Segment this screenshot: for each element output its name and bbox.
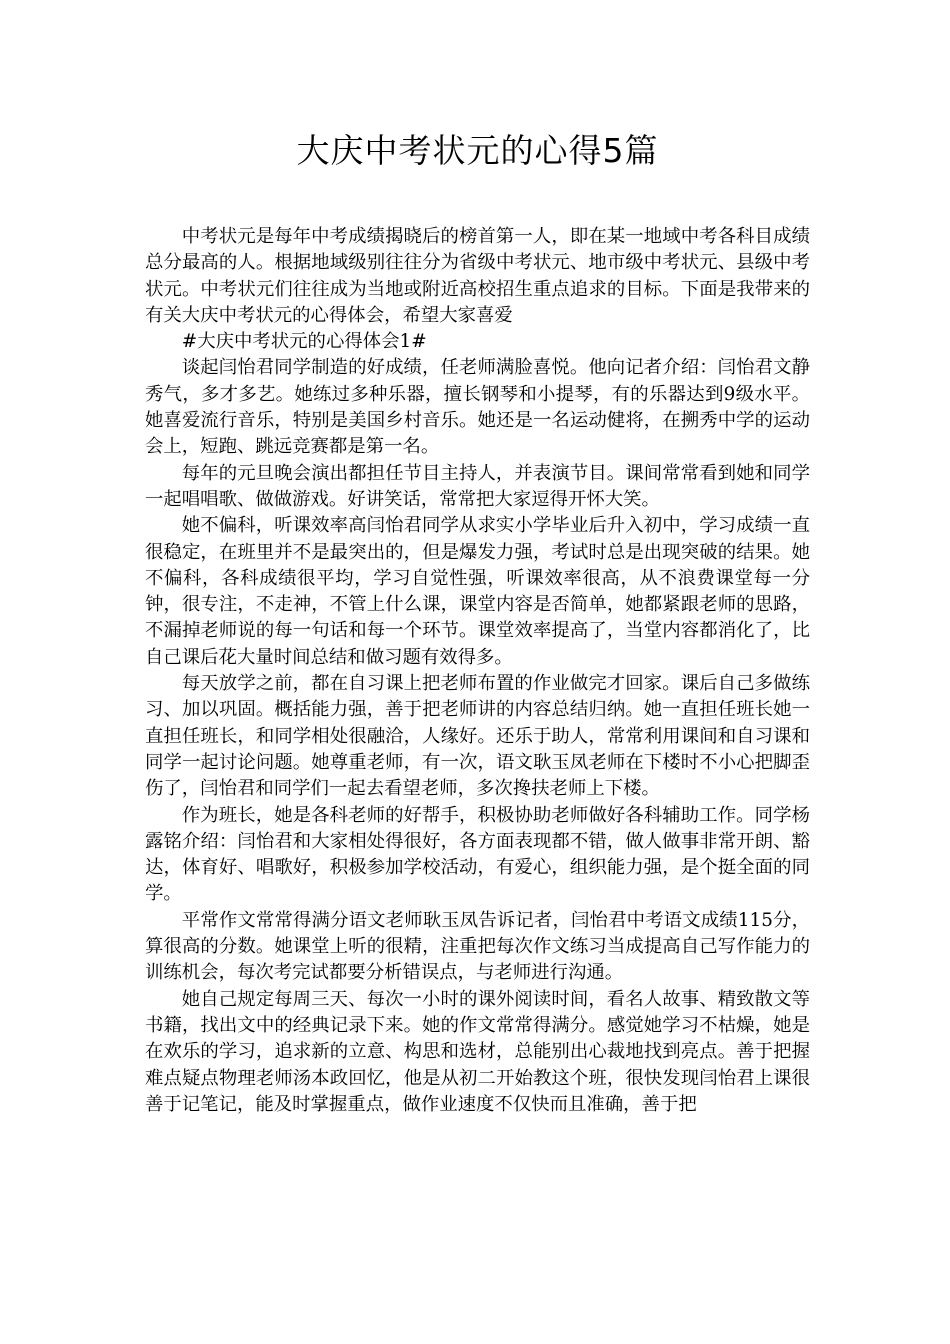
intro-paragraph: 中考状元是每年中考成绩揭晓后的榜首第一人，即在某一地域中考各科目成绩总分最高的人。根据地域级别往往分为省级中考状元、地市级中考状元、县级中考状元。中考状元们往往成为当地或附近高校招生重点追求的目标。下面是我带来的有关大庆中考状元的心得体会，希望大家喜爱 — [145, 226, 810, 326]
section-heading: #大庆中考状元的心得体会1# — [181, 331, 427, 353]
body-paragraph: 每天放学之前，都在自习课上把老师布置的作业做完才回家。课后自己多做练习、加以巩固。概括能力强，善于把老师讲的内容总结归纳。她一直担任班长她一直担任班长，和同学相处很融洽，人缘好。还乐于助人，常常利用课间和自习课和同学一起讨论问题。她尊重老师，有一次，语文耿玉凤老师在下楼时不小心把脚歪伤了，闫怡君和同学们一起去看望老师，多次搀扶老师上下楼。 — [145, 673, 810, 800]
document-title: 大庆中考状元的心得5篇 — [296, 131, 659, 170]
document-page — [145, 128, 810, 1118]
body-paragraph: 谈起闫怡君同学制造的好成绩，任老师满脸喜悦。他向记者介绍：闫怡君文静秀气，多才多艺。她练过多种乐器，擅长钢琴和小提琴，有的乐器达到9级水平。她喜爱流行音乐，特别是美国乡村音乐。她还是一名运动健将，在搠秀中学的运动会上，短跑、跳远竞赛都是第一名。 — [145, 357, 810, 458]
body-paragraph: 每年的元旦晚会演出都担任节目主持人，并表演节目。课间常常看到她和同学一起唱唱歌、做做游戏。好讲笑话，常常把大家逗得开怀大笑。 — [145, 462, 810, 510]
body-paragraph: 平常作文常常得满分语文老师耿玉凤告诉记者，闫怡君中考语文成绩115分，算很高的分数。她课堂上听的很精，注重把每次作文练习当成提高自己写作能力的训练机会，每次考完试都要分析错误点，与老师进行沟通。 — [145, 909, 810, 984]
body-paragraph: 作为班长，她是各科老师的好帮手，积极协助老师做好各科辅助工作。同学杨露铭介绍：闫怡君和大家相处得很好，各方面表现都不错，做人做事非常开朗、豁达，体育好、唱歌好，积极参加学校活动，有爱心，组织能力强，是个挺全面的同学。 — [145, 804, 810, 905]
body-paragraph: 她自己规定每周三天、每次一小时的课外阅读时间，看名人故事、精致散文等书籍，找出文中的经典记录下来。她的作文常常得满分。感觉她学习不枯燥，她是在欢乐的学习，追求新的立意、构思和选材，总能别出心裁地找到亮点。善于把握难点疑点物理老师汤本政回忆，他是从初二开始教这个班，很快发现闫怡君上课很善于记笔记，能及时掌握重点，做作业速度不仅快而且准确，善于把 — [145, 988, 810, 1115]
body-paragraph: 她不偏科，听课效率高闫怡君同学从求实小学毕业后升入初中，学习成绩一直很稳定，在班里并不是最突出的，但是爆发力强，考试时总是出现突破的结果。她不偏科，各科成绩很平均，学习自觉性强，听课效率很高，从不浪费课堂每一分钟，很专注，不走神，不管上什么课，课堂内容是否简单，她都紧跟老师的思路，不漏掉老师说的每一句话和每一个环节。课堂效率提高了，当堂内容都消化了，比自己课后花大量时间总结和做习题有效得多。 — [145, 515, 810, 668]
document-body — [145, 224, 810, 1118]
